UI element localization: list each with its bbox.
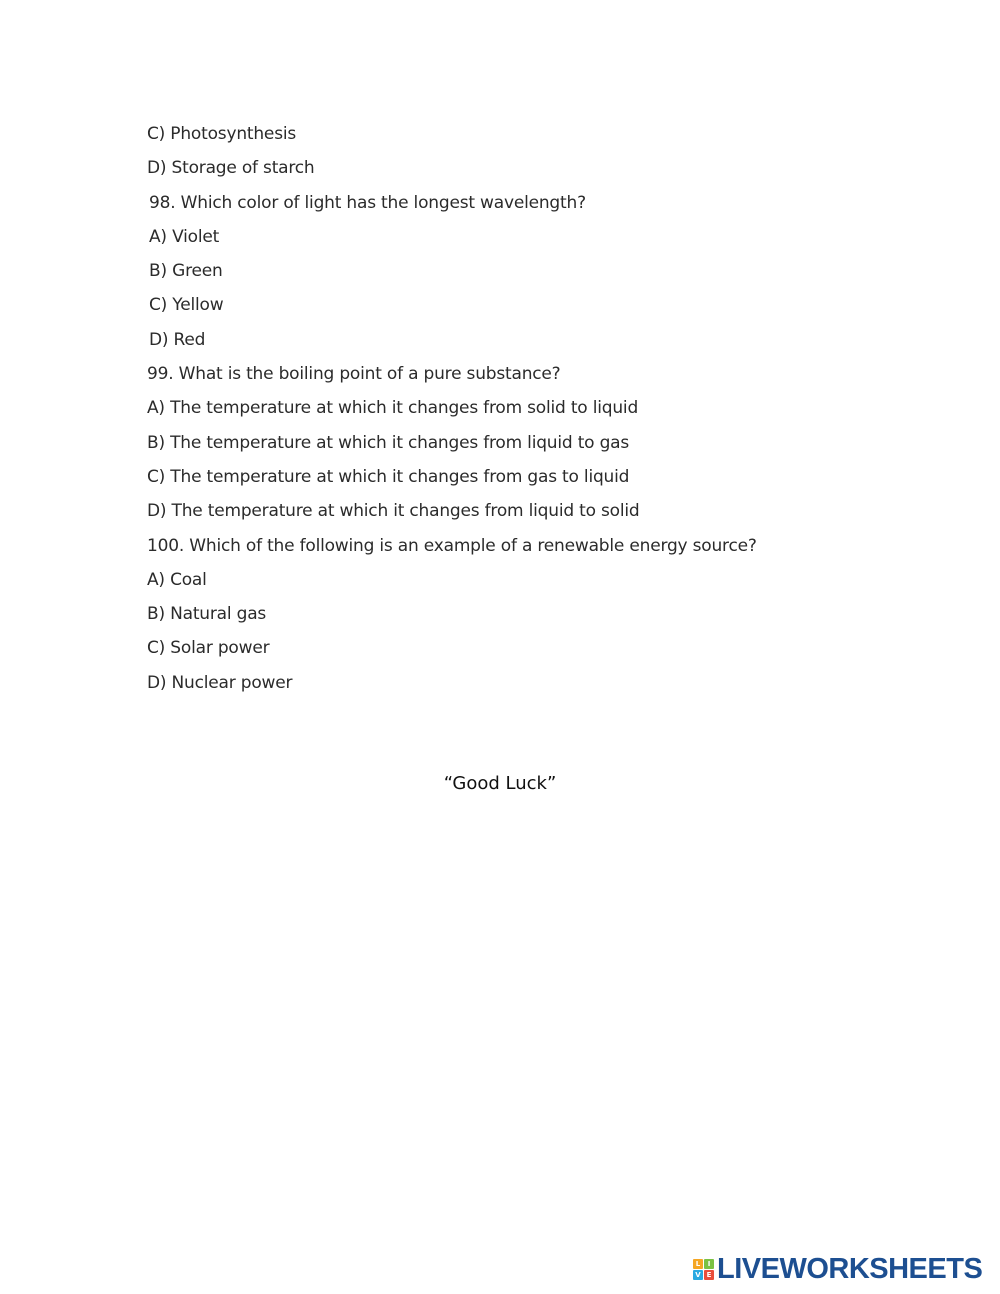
question-99-option-c: C) The temperature at which it changes from gas to liquid <box>147 466 630 487</box>
question-99-option-a: A) The temperature at which it changes from solid to liquid <box>147 398 639 419</box>
question-98-option-c: C) Yellow <box>149 295 224 316</box>
worksheet-content <box>147 121 907 704</box>
logo-tile-e: E <box>704 1270 714 1280</box>
question-100: 100. Which of the following is an example of a renewable energy source? <box>147 535 757 556</box>
question-99-option-d: D) The temperature at which it changes from liquid to solid <box>147 501 640 522</box>
question-98: 98. Which color of light has the longest wavelength? <box>149 192 586 213</box>
liveworksheets-logo-text: LIVEWORKSHEETS <box>717 1253 983 1285</box>
liveworksheets-logo <box>693 1254 982 1284</box>
question-98-option-a: A) Violet <box>149 226 220 247</box>
question-100-option-a: A) Coal <box>147 569 207 590</box>
liveworksheets-logo-icon <box>693 1259 714 1280</box>
question-98-option-d: D) Red <box>149 329 206 350</box>
answer-option-d: D) Storage of starch <box>147 158 315 179</box>
answer-option-c: C) Photosynthesis <box>147 124 297 144</box>
question-99-option-b: B) The temperature at which it changes from liquid to gas <box>147 432 630 453</box>
logo-tile-v: V <box>693 1270 703 1280</box>
question-100-option-b: B) Natural gas <box>147 604 267 625</box>
logo-tile-i: I <box>704 1259 714 1269</box>
question-98-option-b: B) Green <box>149 261 223 282</box>
closing-message: “Good Luck” <box>443 773 557 794</box>
question-100-option-c: C) Solar power <box>147 638 270 659</box>
question-99: 99. What is the boiling point of a pure substance? <box>147 364 561 385</box>
logo-tile-l: L <box>693 1259 703 1269</box>
question-100-option-d: D) Nuclear power <box>147 672 293 693</box>
